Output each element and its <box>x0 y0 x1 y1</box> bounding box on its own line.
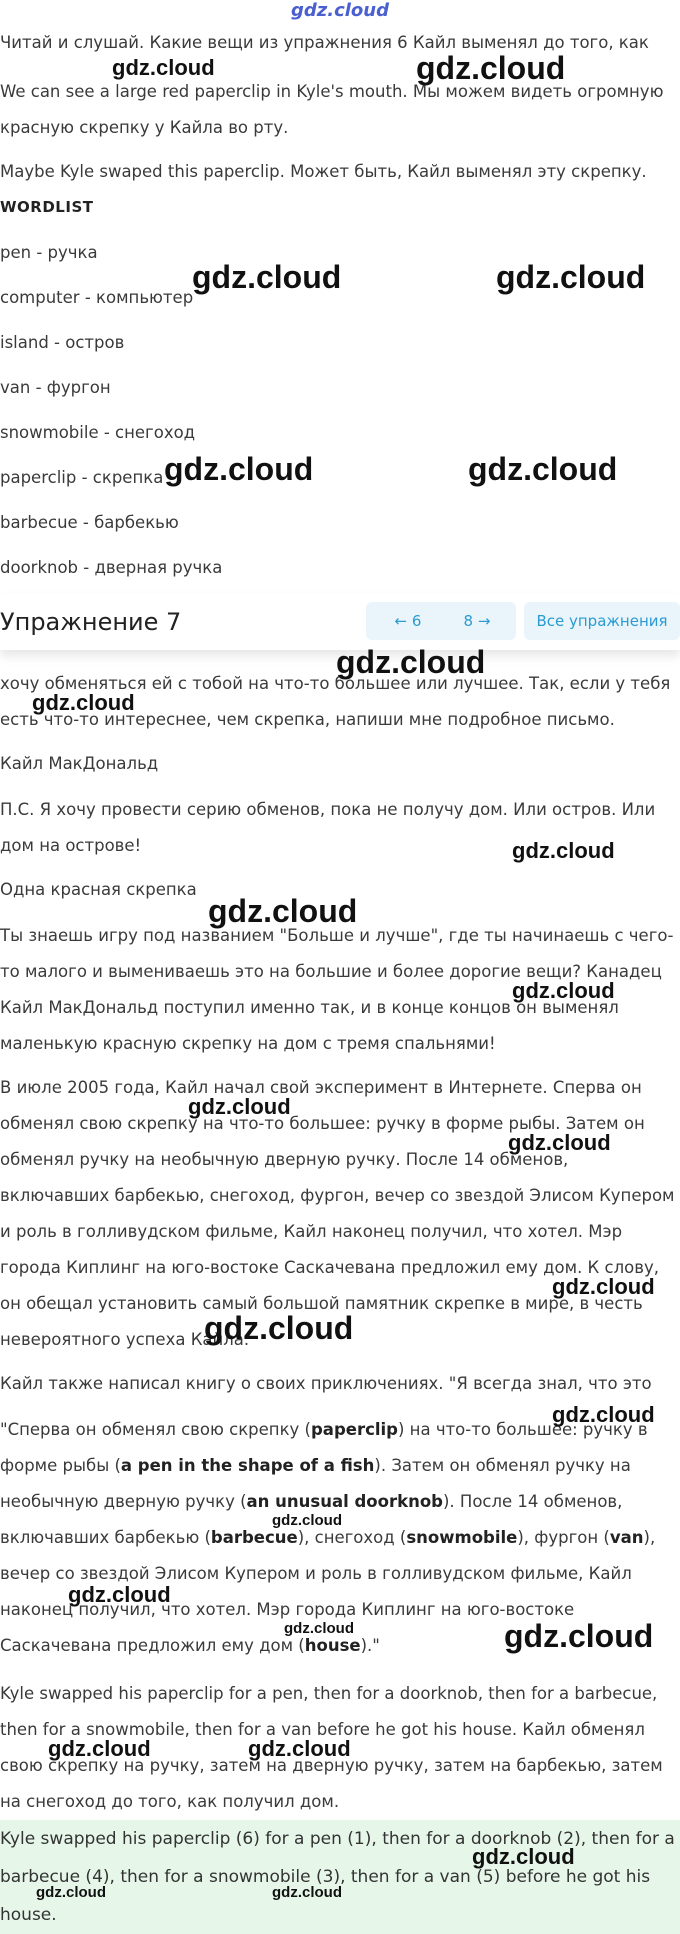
watermark: gdz.cloud <box>472 1844 575 1869</box>
letter-ps: П.С. Я хочу провести серию обменов, пока не получу дом. Или остров. Или дом на острове! <box>0 800 656 855</box>
watermark: gdz.cloud <box>188 1094 291 1119</box>
wordlist-heading: WORDLIST <box>0 198 94 216</box>
watermark: gdz.cloud <box>192 259 342 295</box>
wordlist-item: barbecue - барбекью <box>0 513 179 532</box>
watermark: gdz.cloud <box>496 259 646 295</box>
next-exercise-button[interactable]: 8 → <box>438 602 516 640</box>
keyword: an unusual doorknob <box>246 1492 443 1511</box>
watermark: gdz.cloud <box>48 1736 151 1761</box>
wordlist-item: van - фургон <box>0 378 111 397</box>
watermark: gdz.cloud <box>552 1402 655 1427</box>
keyword: paperclip <box>311 1420 398 1439</box>
watermark: gdz.cloud <box>552 1274 655 1299</box>
letter-signature: Кайл МакДональд <box>0 754 159 773</box>
watermark: gdz.cloud <box>468 451 618 487</box>
keyword: van <box>609 1528 644 1547</box>
exercise-question: Читай и слушай. Какие вещи из упражнения 6 Кайл выменял до того, как <box>0 33 649 52</box>
watermark: gdz.cloud <box>208 893 358 929</box>
answer-paragraph-2: Maybe Kyle swaped this paperclip. Может быть, Кайл выменял эту скрепку. <box>0 162 647 181</box>
wordlist-item: snowmobile - снегоход <box>0 423 196 442</box>
watermark: gdz.cloud <box>112 55 215 80</box>
story-paragraph-2: В июле 2005 года, Кайл начал свой эксперимент в Интернете. Сперва он обменял свою скрепку на что-то большее: ручку в форме рыбы. Затем он обменял ручку на необычную дверную ручку. После 14 обменов, включавших барбекью, снегоход, фургон, вечер со звездой Элисом Купером и роль в голливудском фильме, Кайл наконец получил, что хотел. Мэр города Киплинг на юго-востоке Саскачевана предложил ему дом. К слову, он обещал установить самый большой памятник скрепке в мире, в честь невероятного успеха Кайла. <box>0 1078 675 1349</box>
watermark: gdz.cloud <box>68 1582 171 1607</box>
watermark: gdz.cloud <box>336 644 486 680</box>
text-subtitle: Одна красная скрепка <box>0 880 197 899</box>
wordlist-item: computer - компьютер <box>0 288 194 307</box>
answer-box <box>0 1820 680 1934</box>
watermark: gdz.cloud <box>32 690 135 715</box>
watermark: gdz.cloud <box>508 1130 611 1155</box>
keyword: snowmobile <box>406 1528 518 1547</box>
watermark: gdz.cloud <box>416 50 566 86</box>
wordlist-item: doorknob - дверная ручка <box>0 558 223 577</box>
exercise-header <box>0 594 680 650</box>
watermark: gdz.cloud <box>512 838 615 863</box>
watermark: gdz.cloud <box>272 1512 342 1529</box>
watermark: gdz.cloud <box>284 1620 354 1637</box>
keyword: a pen in the shape of a fish <box>120 1456 375 1475</box>
letter-paragraph: хочу обменяться ей с тобой на что-то большее или лучшее. Так, если у тебя есть что-то интереснее, чем скрепка, напиши мне подробное письмо. <box>0 674 671 729</box>
wordlist-item: paperclip - скрепка <box>0 468 164 487</box>
watermark: gdz.cloud <box>248 1736 351 1761</box>
prev-exercise-button[interactable]: ← 6 <box>366 602 450 640</box>
keyword: house <box>304 1636 361 1655</box>
keyword: barbecue <box>210 1528 298 1547</box>
summary-paragraph: Kyle swapped his paperclip for a pen, then for a doorknob, then for a barbecue, then for a snowmobile, then for a van before he got his house. Кайл обменял свою скрепку на ручку, затем на дверную ручку, затем на барбекью, затем на снегоход до того, как получил дом. <box>0 1684 663 1811</box>
story-paragraph-3: Кайл также написал книгу о своих приключениях. "Я всегда знал, что это <box>0 1374 652 1393</box>
answer-text: Kyle swapped his paperclip (6) for a pen (1), then for a doorknob (2), then for a barbecue (4), then for a snowmobile (3), then for a van (5) before he got his house. <box>0 1829 675 1925</box>
wordlist-item: pen - ручка <box>0 243 98 262</box>
watermark: gdz.cloud <box>512 978 615 1003</box>
exercise-title: Упражнение 7 <box>0 608 182 636</box>
all-exercises-button[interactable]: Все упражнения <box>524 602 680 640</box>
watermark: gdz.cloud <box>164 451 314 487</box>
watermark: gdz.cloud <box>36 1884 106 1901</box>
wordlist-item: island - остров <box>0 333 125 352</box>
answer-paragraph-1: We can see a large red paperclip in Kyle's mouth. Мы можем видеть огромную красную скрепку у Кайла во рту. <box>0 82 664 137</box>
watermark: gdz.cloud <box>204 1310 354 1346</box>
quoted-answer: "Сперва он обменял свою скрепку (paperclip) на что-то большее: ручку в форме рыбы (a pen in the shape of a fish). Затем он обменял ручку на необычную дверную ручку (an unusual doorknob). После 14 обменов, включавших барбекью (barbecue), снегоход (snowmobile), фургон (van), вечер со звездой Элисом Купером и роль в голливудском фильме, Кайл наконец получил, что хотел. Мэр города Киплинг на юго-востоке Саскачевана предложил ему дом (house)." <box>0 1420 656 1655</box>
watermark: gdz.cloud <box>504 1618 654 1654</box>
story-paragraph-1: Ты знаешь игру под названием "Больше и лучше", где ты начинаешь с чего-то малого и вымениваешь это на бoльшие и более дорогие вещи? Канадец Кайл МакДональд поступил именно так, и в конце концов он выменял маленькую красную скрепку на дом с тремя спальнями! <box>0 926 674 1053</box>
site-logo[interactable]: gdz.cloud <box>291 0 389 21</box>
watermark: gdz.cloud <box>272 1884 342 1901</box>
